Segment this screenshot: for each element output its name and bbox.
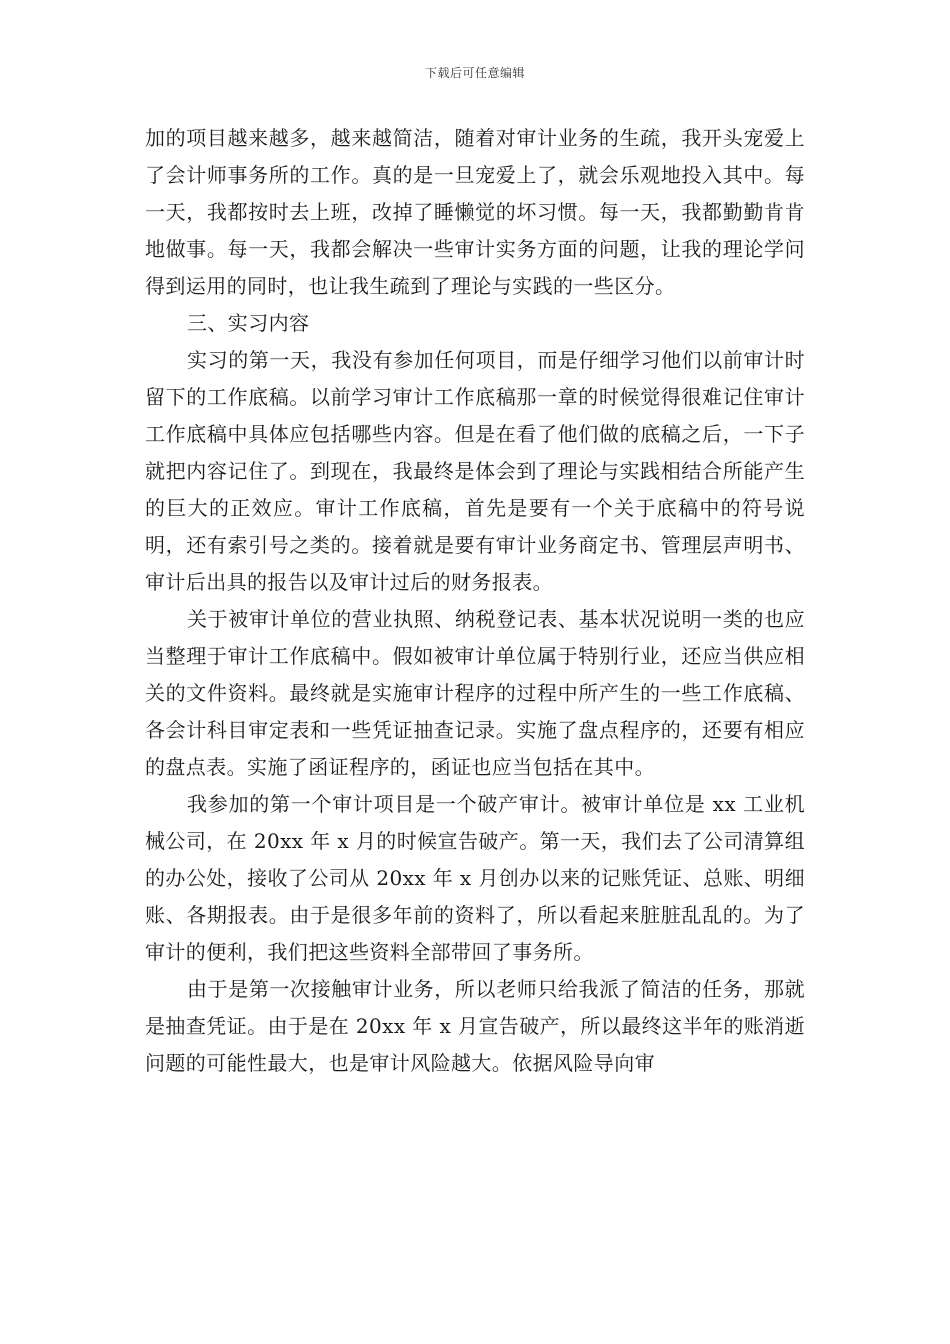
paragraph-continuation: 加的项目越来越多，越来越简洁，随着对审计业务的生疏，我开头宠爱上了会计师事务所的工作。真的是一旦宠爱上了，就会乐观地投入其中。每一天，我都按时去上班，改掉了睡懒觉的坏习惯。每一天，我都勤勤肯肯地做事。每一天，我都会解决一些审计实务方面的问题，让我的理论学问得到运用的同时，也让我生疏到了理论与实践的一些区分。 [145,126,805,298]
paragraph: 实习的第一天，我没有参加任何项目，而是仔细学习他们以前审计时留下的工作底稿。以前学习审计工作底稿那一章的时候觉得很难记住审计工作底稿中具体应包括哪些内容。但是在看了他们做的底稿之后，一下子就把内容记住了。到现在，我最终是体会到了理论与实践相结合所能产生的巨大的正效应。审计工作底稿，首先是要有一个关于底稿中的符号说明，还有索引号之类的。接着就是要有审计业务商定书、管理层声明书、审计后出具的报告以及审计过后的财务报表。 [145,348,805,594]
paragraph: 关于被审计单位的营业执照、纳税登记表、基本状况说明一类的也应当整理于审计工作底稿中。假如被审计单位属于特别行业，还应当供应相关的文件资料。最终就是实施审计程序的过程中所产生的一些工作底稿、各会计科目审定表和一些凭证抽查记录。实施了盘点程序的，还要有相应的盘点表。实施了函证程序的，函证也应当包括在其中。 [145,607,805,779]
page-header: 下载后可任意编辑 [424,66,525,80]
paragraph: 我参加的第一个审计项目是一个破产审计。被审计单位是 xx 工业机械公司，在 20xx 年 x 月的时候宣告破产。第一天，我们去了公司清算组的办公处，接收了公司从 20xx 年 x 月创办以来的记账凭证、总账、明细账、各期报表。由于是很多年前的资料了，所以看起来脏脏乱乱的。为了审计的便利，我们把这些资料全部带回了事务所。 [145,792,805,964]
paragraph: 由于是第一次接触审计业务，所以老师只给我派了简洁的任务，那就是抽查凭证。由于是在 20xx 年 x 月宣告破产，所以最终这半年的账消逝问题的可能性最大，也是审计风险越大。依据风险导向审 [145,977,805,1075]
document-body [145,120,805,1082]
section-heading: 三、实习内容 [187,311,310,335]
